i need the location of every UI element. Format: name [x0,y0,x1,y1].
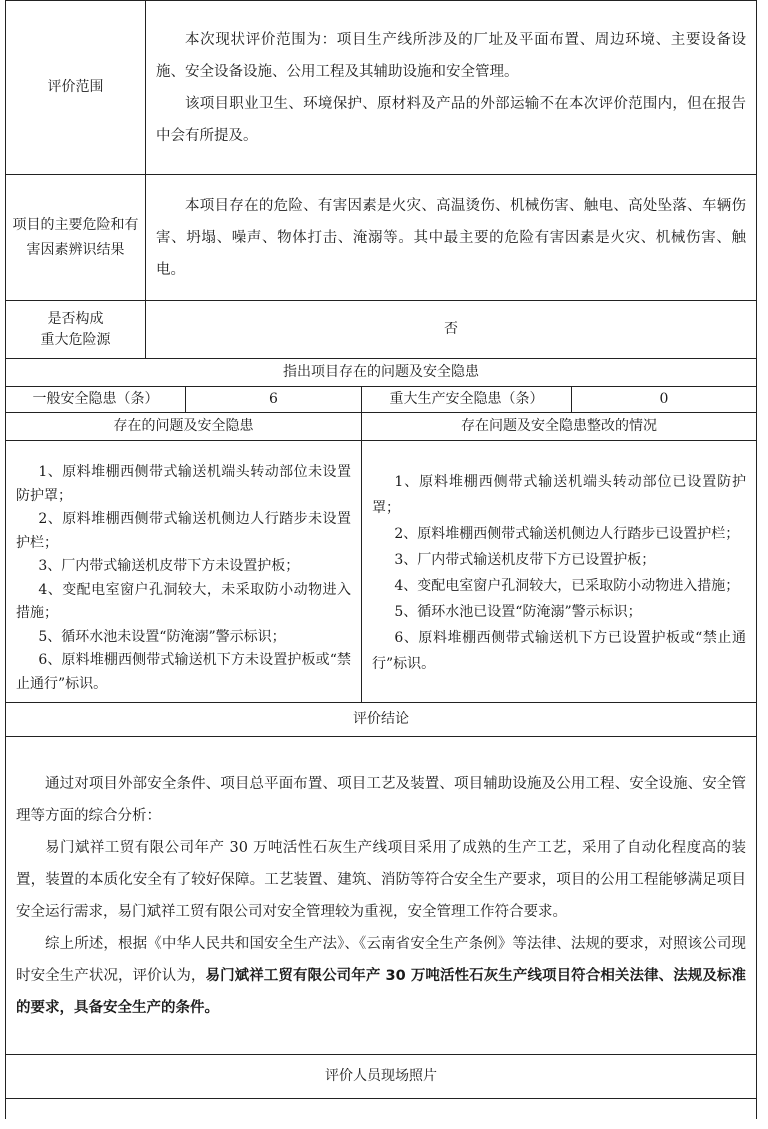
issue-left-2: 2、原料堆棚西侧带式输送机侧边人行踏步未设置护栏； [16,511,351,551]
issue-left-3: 3、厂内带式输送机皮带下方未设置护板； [38,558,300,574]
scope-content [146,1,757,175]
conclusion-paragraph-2: 易门斌祥工贸有限公司年产 30 万吨活性石灰生产线项目采用了成熟的生产工艺，采用了自动化程度高的装置，装置的本质化安全有了较好保障。工艺装置、建筑、消防等符合安全生产要求，项目的公用工程能够满足项目安全运行需求，易门斌祥工贸有限公司对安全管理较为重视，安全管理工作符合要求。 [16,839,746,920]
scope-paragraph-1: 本次现状评价范围为：项目生产线所涉及的厂址及平面布置、周边环境、主要设备设施、安全设备设施、公用工程及其辅助设施和安全管理。 [156,31,746,80]
general-hazard-count: 6 [186,387,362,413]
counts-row [6,387,757,413]
issues-right-header: 存在问题及安全隐患整改的情况 [362,413,757,441]
major-hazard-value: 否 [146,301,757,359]
scope-row [6,1,757,175]
photos-area [6,1099,757,1119]
scope-paragraph-2: 该项目职业卫生、环境保护、原材料及产品的外部运输不在本次评价范围内，但在报告中会有所提及。 [156,95,746,144]
hazards-label: 项目的主要危险和有害因素辨识结果 [6,175,146,301]
issues-columns-row [6,413,757,441]
issue-right-5: 5、循环水池已设置“防淹溺”警示标识； [394,603,642,620]
conclusion-paragraph-3-text: 综上所述，根据《中华人民共和国安全生产法》、《云南省安全生产条例》等法律、法规的要求，对照该公司现时安全生产状况，评价认为， [16,935,746,984]
issue-right-3: 3、厂内带式输送机皮带下方已设置护板； [394,551,656,568]
issue-right-2: 2、原料堆棚西侧带式输送机侧边人行踏步已设置护栏； [394,525,740,542]
issues-left-header: 存在的问题及安全隐患 [6,413,362,441]
hazards-row [6,175,757,301]
issues-header: 指出项目存在的问题及安全隐患 [6,359,757,387]
hazards-content [146,175,757,301]
issue-right-6: 6、原料堆棚西侧带式输送机下方已设置护板或“禁止通行”标识。 [372,629,746,672]
conclusion-paragraph-3 [16,928,746,1024]
major-hazard-count: 0 [572,387,757,413]
general-hazard-label: 一般安全隐患（条） [6,387,186,413]
major-hazard-label-line-2: 重大危险源 [40,331,111,348]
issues-header-row [6,359,757,387]
major-hazard-count-label: 重大生产安全隐患（条） [362,387,572,413]
major-hazard-row [6,301,757,359]
issues-left-list [6,441,362,703]
issue-left-5: 5、循环水池未设置“防淹溺”警示标识； [38,628,286,645]
conclusion-content [6,737,757,1055]
issues-right-list [362,441,757,703]
evaluation-table [5,0,757,1119]
issue-left-1: 1、原料堆棚西侧带式输送机端头转动部位未设置防护罩； [16,464,351,504]
major-hazard-label-line-1: 是否构成 [47,310,104,327]
conclusion-paragraph-1: 通过对项目外部安全条件、项目总平面布置、项目工艺及装置、项目辅助设施及公用工程、安全设施、安全管理等方面的综合分析： [16,775,746,824]
conclusion-header-row [6,703,757,737]
conclusion-bold-statement: 易门斌祥工贸有限公司年产 30 万吨活性石灰生产线项目符合相关法律、法规及标准的要求，具备安全生产的条件。 [16,967,747,1016]
issue-left-6: 6、原料堆棚西侧带式输送机下方未设置护板或“禁止通行”标识。 [16,652,351,692]
conclusion-row [6,737,757,1055]
scope-label: 评价范围 [6,1,146,175]
major-hazard-label [6,301,146,359]
hazards-text: 本项目存在的危险、有害因素是火灾、高温烫伤、机械伤害、触电、高处坠落、车辆伤害、坍塌、噪声、物体打击、淹溺等。其中最主要的危险有害因素是火灾、机械伤害、触电。 [156,197,746,278]
issue-right-4: 4、变配电室窗户孔洞较大，已采取防小动物进入措施； [394,577,740,594]
issue-left-4: 4、变配电室窗户孔洞较大，未采取防小动物进入措施； [16,581,351,621]
photos-row [6,1099,757,1119]
conclusion-header: 评价结论 [6,703,757,737]
issue-right-1: 1、原料堆棚西侧带式输送机端头转动部位已设置防护罩； [372,473,746,516]
photos-header: 评价人员现场照片 [6,1055,757,1099]
photos-header-row [6,1055,757,1099]
issues-lists-row [6,441,757,703]
